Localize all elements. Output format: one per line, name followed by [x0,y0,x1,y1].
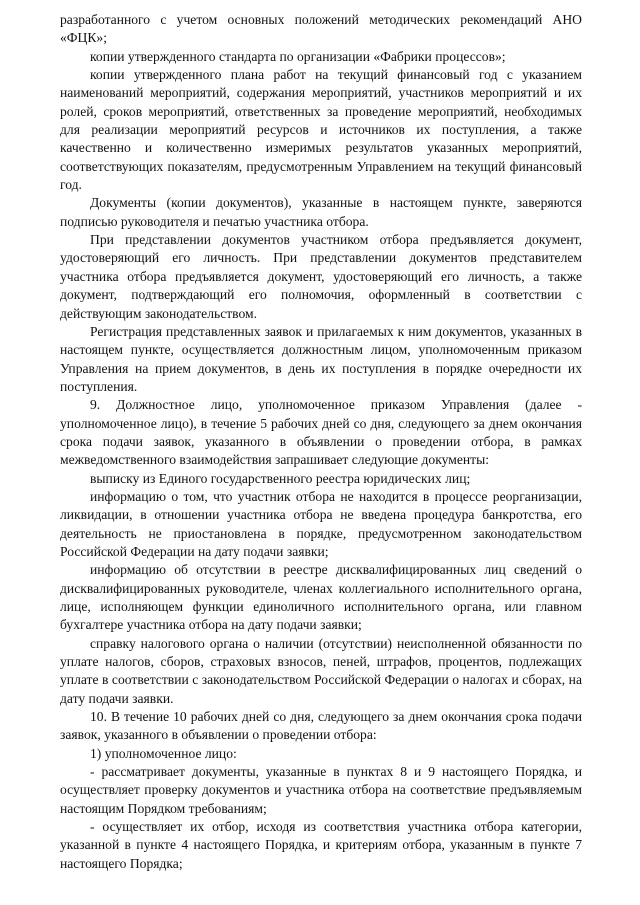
paragraph-disqualified-info: информацию об отсутствии в реестре дисквалифицированных лиц сведений о дисквалифицированных руководителе, членах коллегиального исполнительного органа, лице, исполняющем функции единоличного исполнительного органа, или главном бухгалтере участника отбора на дату подачи заявки; [60,562,582,633]
paragraph-selection: - осуществляет их отбор, исходя из соответствия участника отбора категории, указанной в пункте 4 настоящего Порядка, и критериям отбора, указанным в пункте 7 настоящего Порядка; [60,819,582,871]
paragraph-registration: Регистрация представленных заявок и прилагаемых к ним документов, указанных в настоящем пункте, осуществляется должностным лицом, уполномоченным приказом Управления на прием документов, в день их поступления в порядке очередности их поступления. [60,323,582,394]
paragraph-standard-copy: копии утвержденного стандарта по организации «Фабрики процессов»; [90,48,506,64]
document-page [60,11,582,873]
paragraph-tax-certificate: справку налогового органа о наличии (отсутствии) неисполненной обязанности по уплате налогов, сборов, страховых взносов, пеней, штрафов, процентов, подлежащих уплате в соответствии с законодательством Российской Федерации о налогах и сборах, на дату подачи заявки. [60,635,582,706]
paragraph-item-10: 10. В течение 10 рабочих дней со дня, следующего за днем окончания срока подачи заявок, указанного в объявлении о проведении отбора: [60,709,582,743]
paragraph-continuation: разработанного с учетом основных положений методических рекомендаций АНО «ФЦК»; [60,12,582,46]
paragraph-reorganization-info: информацию о том, что участник отбора не находится в процессе реорганизации, ликвидации, в отношении участника отбора не введена процедура банкротства, его деятельность не приостановлена в порядке, предусмотренном законодательством Российской Федерации на дату подачи заявки; [60,488,582,559]
paragraph-identity-documents: При представлении документов участником отбора предъявляется документ, удостоверяющий его личность. При представлении документов представителем участника отбора предъявляется документ, удостоверяющий его личность, а также документ, подтверждающий его полномочия, оформленный в соответствии с действующим законодательством. [60,232,582,321]
paragraph-subitem-1: 1) уполномоченное лицо: [90,745,237,761]
paragraph-work-plan-copy: копии утвержденного плана работ на текущий финансовый год с указанием наименований мероприятий, содержания мероприятий, участников мероприятий и их ролей, сроков мероприятий, ответственных за проведение мероприятий, необходимых для реализации мероприятий ресурсов и источников их поступления, а также качественно и количественно измеримых результатов указанных мероприятий, соответствующих показателям, предусмотренным Управлением на текущий финансовый год. [60,67,582,193]
paragraph-review-documents: - рассматривает документы, указанные в пунктах 8 и 9 настоящего Порядка, и осуществляет проверку документов и участника отбора на соответствие предъявляемым настоящим Порядком требованиям; [60,764,582,816]
paragraph-item-9: 9. Должностное лицо, уполномоченное приказом Управления (далее - уполномоченное лицо), в течение 5 рабочих дней со дня, следующего за днем окончания срока подачи заявок, указанного в объявлении о проведении отбора, в рамках межведомственного взаимодействия запрашивает следующие документы: [60,397,582,468]
paragraph-registry-extract: выписку из Единого государственного реестра юридических лиц; [90,470,471,486]
paragraph-certification: Документы (копии документов), указанные в настоящем пункте, заверяются подписью руководителя и печатью участника отбора. [60,195,582,229]
